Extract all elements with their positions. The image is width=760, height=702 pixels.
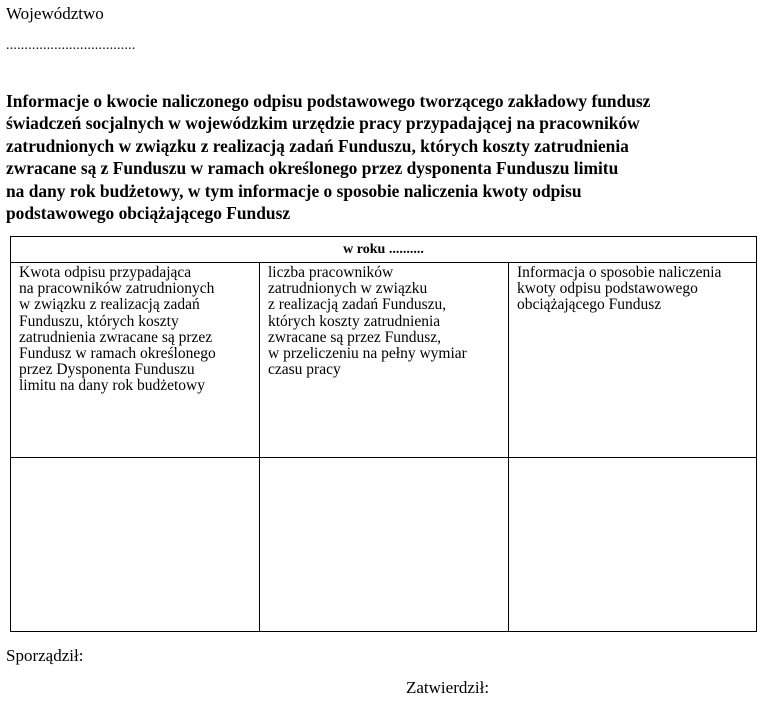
header-line: kwoty odpisu podstawowego [517,280,698,298]
header-line: zwracane są przez Fundusz, [268,328,441,346]
report-table [10,236,757,632]
voivodeship-label: Województwo [6,4,104,23]
column-header-amount [11,263,260,458]
header-line: na pracowników zatrudnionych [19,280,215,298]
header-line: przez Dysponenta Funduszu [19,361,195,379]
title-line: podstawowego obciążającego Fundusz [6,203,291,224]
header-line: czasu pracy [268,361,341,379]
voivodeship-blank-line: ................................... [6,38,136,53]
header-line: Funduszu, których koszty [19,312,179,330]
title-line: Informacje o kwocie naliczonego odpisu podstawowego tworzącego zakładowy fundusz [6,91,651,111]
header-line: w związku z realizacją zadań [19,296,200,314]
column-header-employees [260,263,509,458]
title-line: na dany rok budżetowy, w tym informacje o sposobie naliczenia kwoty odpisu [6,180,582,201]
title-line: zatrudnionych w związku z realizacją zadań Funduszu, których koszty zatrudnienia [6,135,629,156]
column-header-method [509,263,757,458]
title-line: zwracane są z Funduszu w ramach określonego przez dysponenta Funduszu limitu [6,158,619,179]
method-data-cell[interactable] [509,458,757,632]
header-line: w przeliczeniu na pełny wymiar [268,345,467,363]
header-line: Fundusz w ramach określonego [19,345,216,363]
header-line: Informacja o sposobie naliczenia [517,264,722,281]
prepared-by-label: Sporządził: [6,646,84,665]
employees-data-cell[interactable] [260,458,509,632]
header-line: których koszty zatrudnienia [268,312,441,330]
header-line: obciążającego Fundusz [517,296,662,314]
approved-by-label: Zatwierdził: [406,678,490,697]
header-line: liczba pracowników [268,264,394,281]
title-line: świadczeń socjalnych w wojewódzkim urzędzie pracy przypadającej na pracowników [6,113,640,134]
header-line: Kwota odpisu przypadająca [19,264,192,281]
header-line: zatrudnionych w związku [268,280,428,298]
header-line: zatrudnienia zwracane są przez [19,328,213,346]
document-title [6,90,751,224]
header-line: z realizacją zadań Funduszu, [268,296,447,314]
header-line: limitu na dany rok budżetowy [19,377,205,395]
year-header-cell: w roku .......... [11,237,757,263]
amount-data-cell[interactable] [11,458,260,632]
